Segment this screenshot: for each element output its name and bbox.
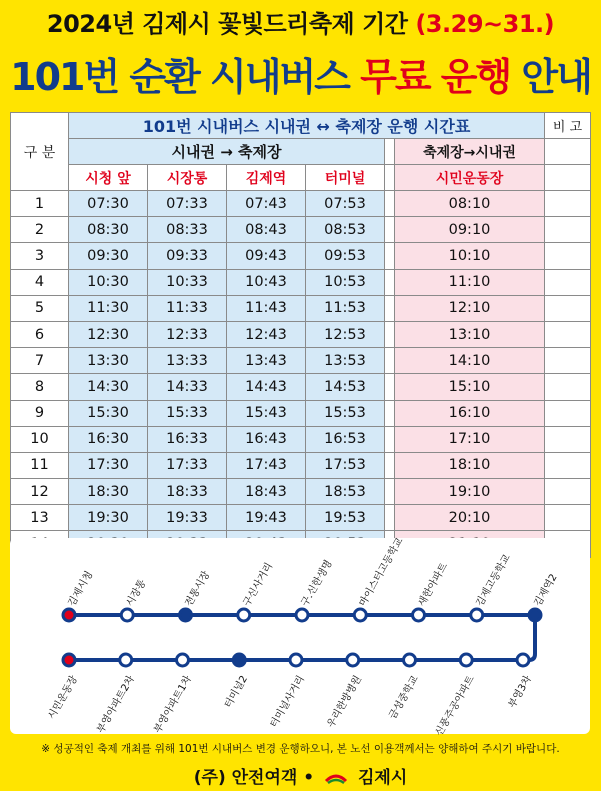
row-number: 10 xyxy=(11,426,69,452)
stop-label: 시장통 xyxy=(124,577,149,609)
departure-time: 13:53 xyxy=(306,348,385,374)
table-row xyxy=(11,348,591,374)
departure-time: 13:43 xyxy=(227,348,306,374)
stop-label: 전통시장 xyxy=(182,569,212,609)
row-number: 13 xyxy=(11,505,69,531)
bigo-cell xyxy=(545,217,591,243)
stop-label: 부영3차 xyxy=(506,674,534,711)
departure-time: 10:43 xyxy=(227,269,306,295)
direction-to-festival: 시내권 → 축제장 xyxy=(69,139,385,165)
departure-time: 17:30 xyxy=(69,452,148,478)
bigo-cell xyxy=(545,479,591,505)
return-time: 20:10 xyxy=(395,505,545,531)
stop-marker xyxy=(63,609,75,621)
departure-time: 15:43 xyxy=(227,400,306,426)
departure-time: 11:33 xyxy=(148,295,227,321)
departure-time: 09:30 xyxy=(69,243,148,269)
stop-marker xyxy=(460,654,472,666)
departure-time: 08:43 xyxy=(227,217,306,243)
return-time: 10:10 xyxy=(395,243,545,269)
stop-label: 구신사거리 xyxy=(241,561,275,609)
gap-cell xyxy=(385,191,395,217)
city-logo-icon xyxy=(324,769,348,785)
stop-label: 구.신한생명 xyxy=(299,558,335,609)
return-time: 11:10 xyxy=(395,269,545,295)
departure-time: 07:53 xyxy=(306,191,385,217)
row-number: 3 xyxy=(11,243,69,269)
departure-time: 12:43 xyxy=(227,321,306,347)
festival-title: 2024년 김제시 꽃빛드리축제 기간 xyxy=(46,10,408,38)
row-number: 11 xyxy=(11,452,69,478)
departure-time: 16:43 xyxy=(227,426,306,452)
stop-marker xyxy=(121,609,133,621)
departure-time: 17:43 xyxy=(227,452,306,478)
departure-time: 09:33 xyxy=(148,243,227,269)
stop-marker xyxy=(413,609,425,621)
gubun-header: 구 분 xyxy=(11,113,69,191)
stop-marker xyxy=(347,654,359,666)
direction-to-city: 축제장→시내권 xyxy=(395,139,545,165)
timetable xyxy=(10,112,590,558)
stop-marker xyxy=(517,654,529,666)
stop-marker xyxy=(233,654,245,666)
departure-time: 16:30 xyxy=(69,426,148,452)
stop-header: 터미널 xyxy=(306,165,385,191)
header-period-line xyxy=(0,4,601,39)
departure-time: 12:30 xyxy=(69,321,148,347)
stop-label: 신풍주공아파트 xyxy=(433,674,478,739)
departure-time: 10:30 xyxy=(69,269,148,295)
departure-time: 19:53 xyxy=(306,505,385,531)
return-time: 16:10 xyxy=(395,400,545,426)
city-name: 김제시 xyxy=(357,768,408,788)
return-time: 15:10 xyxy=(395,374,545,400)
festival-period: (3.29~31.) xyxy=(415,10,555,38)
stop-label: 터미널사거리 xyxy=(268,674,307,730)
stop-marker xyxy=(290,654,302,666)
departure-time: 13:33 xyxy=(148,348,227,374)
departure-time: 11:53 xyxy=(306,295,385,321)
bigo-cell xyxy=(545,191,591,217)
row-number: 7 xyxy=(11,348,69,374)
return-time: 12:10 xyxy=(395,295,545,321)
stop-marker xyxy=(529,609,541,621)
stop-marker xyxy=(354,609,366,621)
stop-marker xyxy=(177,654,189,666)
departure-time: 15:30 xyxy=(69,400,148,426)
bigo-cell xyxy=(545,269,591,295)
table-row xyxy=(11,452,591,478)
return-time: 13:10 xyxy=(395,321,545,347)
bigo-cell xyxy=(545,243,591,269)
table-row xyxy=(11,269,591,295)
bigo-cell xyxy=(545,139,591,165)
departure-time: 12:53 xyxy=(306,321,385,347)
bigo-cell xyxy=(545,374,591,400)
bigo-header: 비 고 xyxy=(545,113,591,139)
row-number: 12 xyxy=(11,479,69,505)
stop-label: 마이스터고등학교 xyxy=(357,536,406,609)
stop-marker xyxy=(471,609,483,621)
table-row xyxy=(11,426,591,452)
stop-label: 부영아파트2차 xyxy=(95,674,137,736)
departure-time: 14:33 xyxy=(148,374,227,400)
departure-time: 19:30 xyxy=(69,505,148,531)
stop-marker xyxy=(238,609,250,621)
table-row xyxy=(11,295,591,321)
departure-time: 15:53 xyxy=(306,400,385,426)
return-time: 08:10 xyxy=(395,191,545,217)
stop-header: 시장통 xyxy=(148,165,227,191)
gap-cell xyxy=(385,348,395,374)
bigo-cell xyxy=(545,505,591,531)
row-number: 8 xyxy=(11,374,69,400)
departure-time: 18:43 xyxy=(227,479,306,505)
departure-time: 16:33 xyxy=(148,426,227,452)
stop-header: 김제역 xyxy=(227,165,306,191)
departure-time: 15:33 xyxy=(148,400,227,426)
departure-time: 07:30 xyxy=(69,191,148,217)
departure-time: 17:33 xyxy=(148,452,227,478)
departure-time: 14:53 xyxy=(306,374,385,400)
gap-cell xyxy=(385,295,395,321)
gap-cell xyxy=(385,452,395,478)
return-time: 17:10 xyxy=(395,426,545,452)
table-row xyxy=(11,505,591,531)
row-number: 2 xyxy=(11,217,69,243)
departure-time: 14:43 xyxy=(227,374,306,400)
departure-time: 12:33 xyxy=(148,321,227,347)
return-time: 18:10 xyxy=(395,452,545,478)
bigo-cell xyxy=(545,426,591,452)
gap-cell xyxy=(385,505,395,531)
departure-time: 10:53 xyxy=(306,269,385,295)
departure-time: 09:43 xyxy=(227,243,306,269)
title-part-free: 무료 운행 xyxy=(360,55,511,99)
stop-label: 김제역2 xyxy=(532,572,560,609)
bigo-cell xyxy=(545,165,591,191)
stop-label: 시민운동장 xyxy=(46,674,80,722)
row-number: 4 xyxy=(11,269,69,295)
gap-cell xyxy=(385,426,395,452)
stop-label: 김제시청 xyxy=(66,569,96,609)
gap-cell xyxy=(385,243,395,269)
table-row xyxy=(11,191,591,217)
row-number: 6 xyxy=(11,321,69,347)
departure-time: 08:30 xyxy=(69,217,148,243)
row-number: 1 xyxy=(11,191,69,217)
return-time: 19:10 xyxy=(395,479,545,505)
separator-dot: • xyxy=(303,768,315,788)
stop-label: 우리한방병원 xyxy=(325,674,364,730)
bigo-cell xyxy=(545,400,591,426)
return-time: 14:10 xyxy=(395,348,545,374)
stop-label: 터미널2 xyxy=(223,674,251,711)
table-row xyxy=(11,217,591,243)
timetable-body xyxy=(11,191,591,558)
departure-time: 08:53 xyxy=(306,217,385,243)
stop-marker xyxy=(296,609,308,621)
departure-time: 13:30 xyxy=(69,348,148,374)
page-title xyxy=(0,46,601,101)
departure-time: 09:53 xyxy=(306,243,385,269)
row-number: 9 xyxy=(11,400,69,426)
title-part-c: 안내 xyxy=(521,55,591,99)
title-part-a: 101번 순환 시내버스 xyxy=(10,55,349,99)
bigo-cell xyxy=(545,348,591,374)
departure-time: 18:33 xyxy=(148,479,227,505)
departure-time: 14:30 xyxy=(69,374,148,400)
departure-time: 07:33 xyxy=(148,191,227,217)
gap-cell xyxy=(385,217,395,243)
departure-time: 11:30 xyxy=(69,295,148,321)
bigo-cell xyxy=(545,295,591,321)
departure-time: 08:33 xyxy=(148,217,227,243)
gap-cell xyxy=(385,479,395,505)
departure-time: 07:43 xyxy=(227,191,306,217)
departure-time: 11:43 xyxy=(227,295,306,321)
stop-label: 새한아파트 xyxy=(415,561,450,609)
table-row xyxy=(11,321,591,347)
departure-time: 18:53 xyxy=(306,479,385,505)
table-row xyxy=(11,479,591,505)
stop-label: 김제고등학교 xyxy=(474,552,513,609)
footnote: ※ 성공적인 축제 개최를 위해 101번 시내버스 변경 운행하오니, 본 노선 이용객께서는 양해하여 주시기 바랍니다. xyxy=(41,743,560,755)
stop-marker xyxy=(180,609,192,621)
bigo-cell xyxy=(545,321,591,347)
stop-marker xyxy=(63,654,75,666)
departure-time: 16:53 xyxy=(306,426,385,452)
gap-cell xyxy=(385,400,395,426)
stop-label: 금성중학교 xyxy=(386,674,421,722)
return-time: 09:10 xyxy=(395,217,545,243)
gap-cell xyxy=(385,139,395,165)
departure-time: 17:53 xyxy=(306,452,385,478)
gap-cell xyxy=(385,269,395,295)
row-number: 5 xyxy=(11,295,69,321)
departure-time: 19:43 xyxy=(227,505,306,531)
gap-cell xyxy=(385,374,395,400)
gap-cell xyxy=(385,165,395,191)
timetable-title: 101번 시내버스 시내권 ↔ 축제장 운행 시간표 xyxy=(69,113,545,139)
route-map xyxy=(10,536,590,739)
bigo-cell xyxy=(545,452,591,478)
footer xyxy=(0,763,601,788)
departure-time: 10:33 xyxy=(148,269,227,295)
company-name: (주) 안전여객 xyxy=(193,768,298,788)
gap-cell xyxy=(385,321,395,347)
stop-label: 부영아파트1차 xyxy=(151,674,194,736)
stop-header-return: 시민운동장 xyxy=(395,165,545,191)
departure-time: 19:33 xyxy=(148,505,227,531)
stop-marker xyxy=(120,654,132,666)
stop-header: 시청 앞 xyxy=(69,165,148,191)
table-row xyxy=(11,243,591,269)
table-row xyxy=(11,374,591,400)
stop-marker xyxy=(404,654,416,666)
table-row xyxy=(11,400,591,426)
departure-time: 18:30 xyxy=(69,479,148,505)
